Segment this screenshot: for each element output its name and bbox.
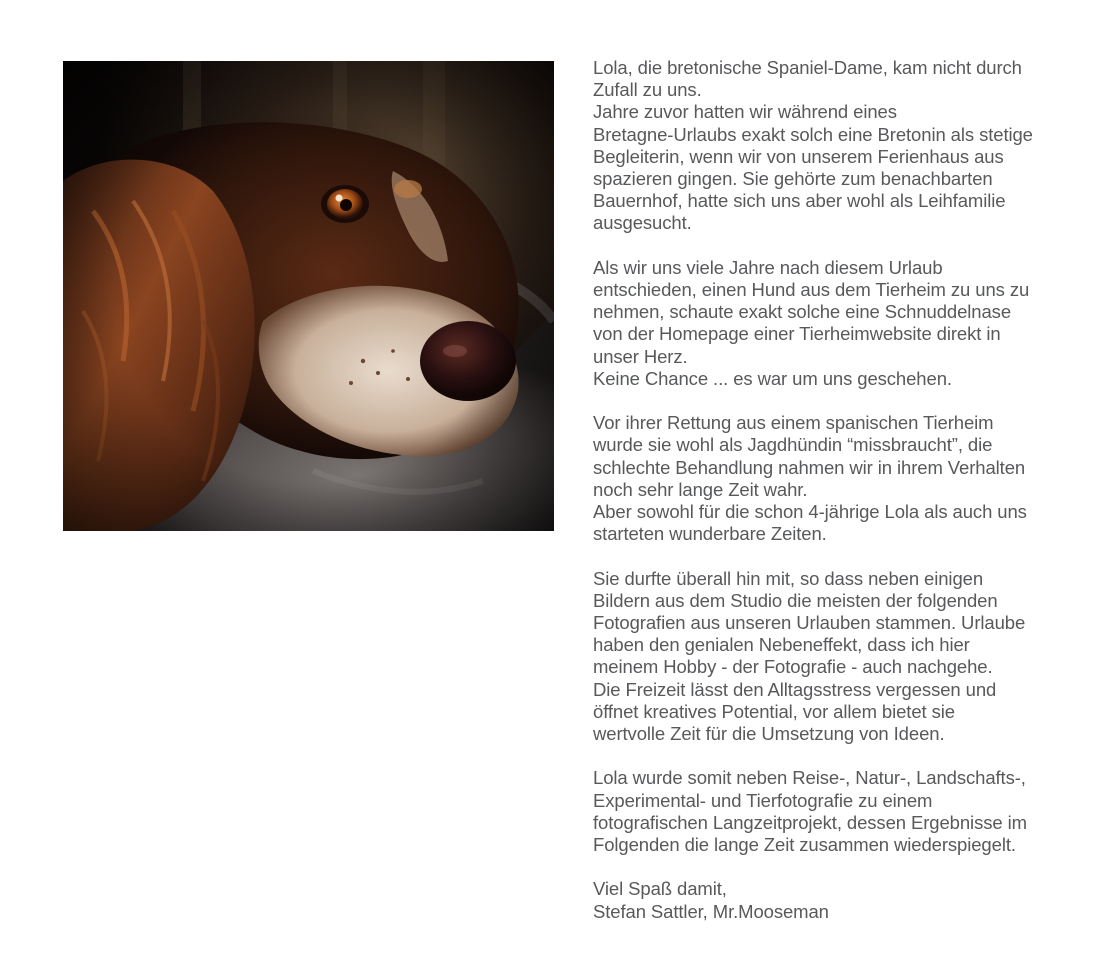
text-line: wurde sie wohl als Jagdhündin “missbraucht”, die	[593, 434, 993, 456]
paragraph-adoption	[593, 257, 1063, 390]
text-line: Folgenden die lange Zeit zusammen wiederspiegelt.	[593, 834, 1016, 856]
text-line: schlechte Behandlung nahmen wir in ihrem Verhalten	[593, 456, 1026, 478]
text-line: öffnet kreatives Potential, vor allem bietet sie	[593, 700, 955, 722]
text-line: von der Homepage einer Tierheimwebsite direkt in	[593, 323, 1001, 345]
text-line: Viel Spaß damit,	[593, 878, 727, 900]
text-line: haben den genialen Nebeneffekt, dass ich hier	[593, 634, 970, 656]
paragraph-signature	[593, 878, 1063, 922]
text-line: meinem Hobby - der Fotografie - auch nachgehe.	[593, 656, 993, 678]
text-line: Begleiterin, wenn wir von unserem Ferienhaus aus	[593, 145, 1004, 167]
text-line: entschieden, einen Hund aus dem Tierheim zu uns zu	[593, 279, 1030, 301]
text-line: Lola, die bretonische Spaniel-Dame, kam nicht durch	[593, 57, 1022, 78]
text-line: nehmen, schaute exakt solche eine Schnuddelnase	[593, 301, 1012, 323]
text-line: Sie durfte überall hin mit, so dass neben einigen	[593, 567, 984, 589]
text-line: ausgesucht.	[593, 212, 692, 234]
text-line: Zufall zu uns.	[593, 79, 702, 101]
paragraph-rescue	[593, 412, 1063, 545]
signature-line: Stefan Sattler, Mr.Mooseman	[593, 900, 829, 922]
text-line: spazieren gingen. Sie gehörte zum benachbarten	[593, 168, 993, 190]
paragraph-photography	[593, 568, 1063, 746]
text-line: wertvolle Zeit für die Umsetzung von Ideen.	[593, 723, 945, 745]
text-line: fotografischen Langzeitprojekt, dessen Ergebnisse im	[593, 811, 1027, 833]
text-line: Experimental- und Tierfotografie zu einem	[593, 789, 933, 811]
text-line: Fotografien aus unseren Urlauben stammen. Urlaube	[593, 612, 1026, 634]
text-line: noch sehr lange Zeit wahr.	[593, 478, 808, 500]
text-line: Vor ihrer Rettung aus einem spanischen Tierheim	[593, 412, 994, 434]
text-line: Lola wurde somit neben Reise-, Natur-, Landschafts-,	[593, 767, 1026, 789]
paragraph-project	[593, 767, 1063, 856]
text-line: Jahre zuvor hatten wir während eines	[593, 101, 897, 123]
text-line: Bretagne-Urlaubs exakt solch eine Bretonin als stetige	[593, 123, 1033, 145]
text-line: unser Herz.	[593, 345, 688, 367]
text-line: Die Freizeit lässt den Alltagsstress vergessen und	[593, 678, 997, 700]
text-line: starteten wunderbare Zeiten.	[593, 523, 827, 545]
text-line: Bildern aus dem Studio die meisten der folgenden	[593, 589, 998, 611]
text-line: Bauernhof, hatte sich uns aber wohl als Leihfamilie	[593, 190, 1006, 212]
text-line: Keine Chance ... es war um uns geschehen.	[593, 367, 952, 389]
paragraph-origin	[593, 57, 1063, 235]
text-line: Aber sowohl für die schon 4-jährige Lola als auch uns	[593, 501, 1027, 523]
text-line: Als wir uns viele Jahre nach diesem Urlaub	[593, 256, 943, 278]
dog-portrait-photo	[63, 61, 554, 531]
dog-portrait-icon	[63, 61, 554, 531]
story-text	[593, 57, 1063, 945]
